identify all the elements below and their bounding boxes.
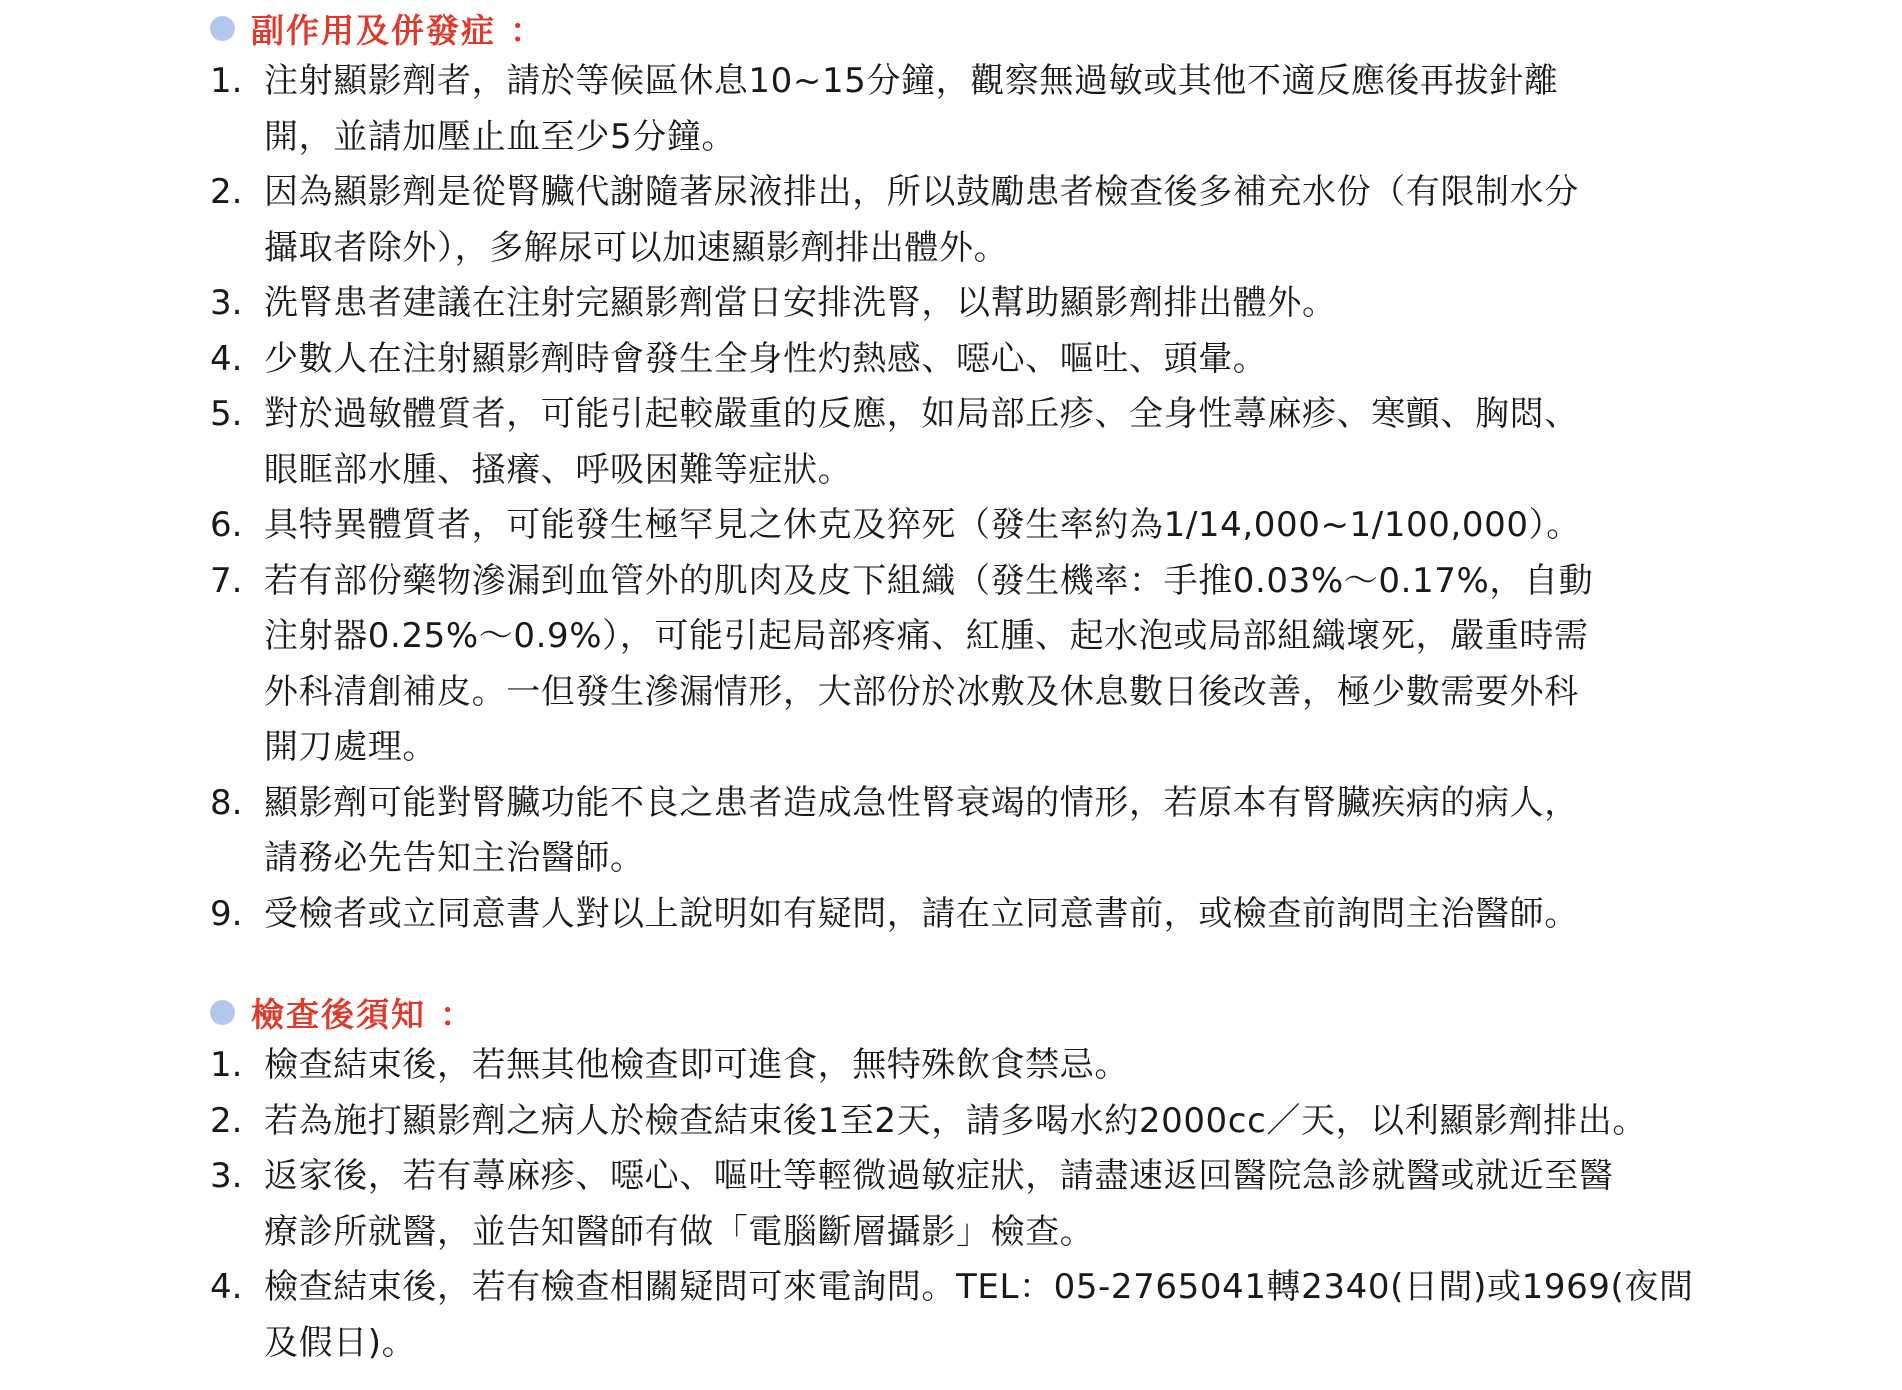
item-text-line: 少數人在注射顯影劑時會發生全身性灼熱感、噁心、嘔吐、頭暈。	[264, 338, 1268, 379]
item-number: 4.	[210, 1267, 243, 1307]
item-number: 2.	[210, 1100, 243, 1141]
item-number: 8.	[210, 782, 243, 823]
side-effects-title-text: 副作用及併發症	[251, 10, 496, 50]
circle-bullet-icon	[210, 1000, 235, 1025]
item-text	[264, 776, 1770, 887]
item-text-line: 因為顯影劑是從腎臟代謝隨著尿液排出，所以鼓勵患者檢查後多補充水份（有限制水分	[264, 172, 1579, 212]
item-text-line: 及假日)。	[264, 1322, 417, 1363]
side-effects-title-colon: ：	[510, 10, 545, 50]
item-number: 4.	[210, 338, 243, 379]
item-text-line: 注射顯影劑者，請於等候區休息10~15分鐘，觀察無過敏或其他不適反應後再拔針離	[264, 61, 1559, 101]
item-text	[264, 554, 1770, 776]
item-number: 9.	[210, 893, 243, 934]
item-text-line: 若有部份藥物滲漏到血管外的肌肉及皮下組織（發生機率：手推0.03%～0.17%，自動	[264, 560, 1594, 601]
item-text	[264, 887, 1770, 943]
item-text-line: 返家後，若有蕁麻疹、噁心、嘔吐等輕微過敏症狀，請盡速返回醫院急診就醫或就近至醫	[264, 1156, 1614, 1196]
list-item	[210, 1094, 1770, 1150]
item-number: 7.	[210, 560, 243, 601]
item-text-line: 檢查結束後，若有檢查相關疑問可來電詢問。TEL：05-2765041轉2340(日間)或1969(夜間	[264, 1267, 1694, 1307]
item-text	[264, 54, 1770, 165]
list-item	[210, 554, 1770, 776]
list-item	[210, 887, 1770, 943]
item-text-line: 眼眶部水腫、搔癢、呼吸困難等症狀。	[264, 449, 853, 490]
item-number: 3.	[210, 1156, 243, 1196]
item-number: 2.	[210, 172, 243, 212]
item-text	[264, 498, 1770, 554]
item-text-line: 顯影劑可能對腎臟功能不良之患者造成急性腎衰竭的情形，若原本有腎臟疾病的病人，	[264, 782, 1579, 823]
list-item	[210, 332, 1770, 388]
item-text-line: 若為施打顯影劑之病人於檢查結束後1至2天，請多喝水約2000cc／天，以利顯影劑排出。	[264, 1100, 1647, 1141]
item-text-line: 請務必先告知主治醫師。	[264, 838, 645, 878]
side-effects-title	[251, 5, 545, 52]
item-number: 5.	[210, 394, 243, 434]
list-item	[210, 1149, 1770, 1260]
item-text-line: 攝取者除外），多解尿可以加速顯影劑排出體外。	[264, 227, 1009, 268]
item-text	[264, 1094, 1770, 1150]
item-text-line: 具特異體質者，可能發生極罕見之休克及猝死（發生率約為1/14,000~1/100,000）。	[264, 505, 1581, 545]
list-item	[210, 276, 1770, 332]
item-text-line: 開刀處理。	[264, 727, 437, 767]
item-text	[264, 332, 1770, 388]
item-text-line: 受檢者或立同意書人對以上說明如有疑問，請在立同意書前，或檢查前詢問主治醫師。	[264, 893, 1579, 934]
after-exam-header	[210, 990, 1770, 1034]
list-item	[210, 1260, 1770, 1371]
item-number: 6.	[210, 505, 243, 545]
after-exam-list	[210, 1038, 1770, 1371]
side-effects-list	[210, 54, 1770, 942]
after-exam-title	[251, 989, 475, 1036]
item-text-line: 開，並請加壓止血至少5分鐘。	[264, 116, 737, 157]
item-text	[264, 387, 1770, 498]
item-text	[264, 165, 1770, 276]
list-item	[210, 498, 1770, 554]
item-text	[264, 1260, 1770, 1371]
list-item	[210, 387, 1770, 498]
item-number: 1.	[210, 61, 243, 101]
after-exam-title-text: 檢查後須知	[251, 994, 426, 1034]
list-item	[210, 165, 1770, 276]
after-exam-section	[210, 990, 1770, 1371]
item-text	[264, 276, 1770, 332]
side-effects-section	[210, 6, 1770, 942]
item-text-line: 注射器0.25%～0.9%），可能引起局部疼痛、紅腫、起水泡或局部組織壞死，嚴重時需	[264, 616, 1589, 656]
side-effects-header	[210, 6, 1770, 50]
item-text	[264, 1149, 1770, 1260]
list-item	[210, 776, 1770, 887]
after-exam-title-colon: ：	[440, 994, 475, 1034]
item-text-line: 外科清創補皮。一但發生滲漏情形，大部份於冰敷及休息數日後改善，極少數需要外科	[264, 671, 1579, 712]
item-number: 1.	[210, 1045, 243, 1085]
circle-bullet-icon	[210, 16, 235, 41]
list-item	[210, 54, 1770, 165]
item-text	[264, 1038, 1770, 1094]
list-item	[210, 1038, 1770, 1094]
item-text-line: 對於過敏體質者，可能引起較嚴重的反應，如局部丘疹、全身性蕁麻疹、寒顫、胸悶、	[264, 394, 1579, 434]
item-text-line: 洗腎患者建議在注射完顯影劑當日安排洗腎，以幫助顯影劑排出體外。	[264, 283, 1337, 323]
item-text-line: 檢查結束後，若無其他檢查即可進食，無特殊飲食禁忌。	[264, 1045, 1129, 1085]
item-number: 3.	[210, 283, 243, 323]
item-text-line: 療診所就醫，並告知醫師有做「電腦斷層攝影」檢查。	[264, 1211, 1095, 1252]
